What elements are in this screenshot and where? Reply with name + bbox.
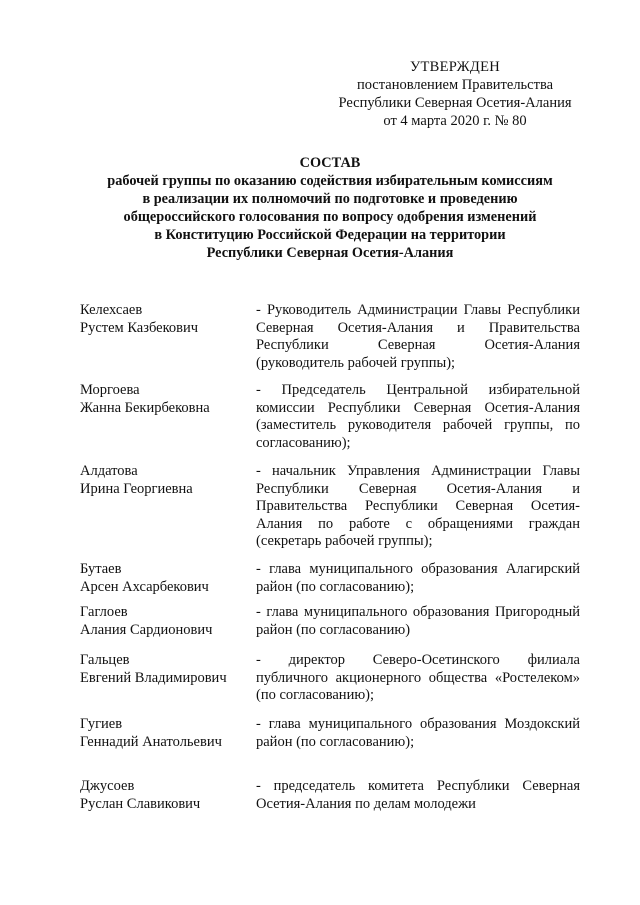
member-name <box>80 778 250 813</box>
member-name <box>80 561 250 596</box>
member-name <box>80 382 250 417</box>
approval-heading: УТВЕРЖДЕН <box>409 59 501 75</box>
approval-line: постановлением Правительства <box>356 77 554 93</box>
member-role: - Председатель Центральной избирательной комиссии Республики Северная Осетия-Алания (заместитель руководителя рабочей группы, по согласованию); <box>256 382 580 451</box>
member-surname: Алдатова <box>80 463 138 479</box>
member-given-name: Геннадий Анатольевич <box>80 733 222 750</box>
title-line: рабочей группы по оказанию содействия избирательным комиссиям <box>107 173 553 189</box>
member-given-name: Ирина Георгиевна <box>80 480 193 497</box>
member-role: - Руководитель Администрации Главы Республики Северная Осетия-Алания и Правительства Республики Северная Осетия-Алания (руководитель рабочей группы); <box>256 302 580 371</box>
document-title <box>60 154 600 262</box>
member-given-name: Жанна Бекирбековна <box>80 399 210 416</box>
member-role: - начальник Управления Администрации Главы Республики Северная Осетия-Алания и Правительства Республики Северная Осетия-Алания по работе с обращениями граждан (секретарь рабочей группы); <box>256 463 580 549</box>
title-line: в Конституцию Российской Федерации на территории <box>154 227 506 243</box>
approval-stamp <box>330 58 580 130</box>
member-surname: Бутаев <box>80 561 122 577</box>
member-surname: Гальцев <box>80 652 130 668</box>
approval-line: Республики Северная Осетия-Алания <box>338 95 572 111</box>
member-role: - директор Северо-Осетинского филиала публичного акционерного общества «Ростелеком» (по согласованию); <box>256 652 580 703</box>
member-role: - глава муниципального образования Моздокский район (по согласованию); <box>256 716 580 750</box>
member-surname: Гугиев <box>80 716 123 732</box>
member-name <box>80 302 250 337</box>
member-name <box>80 463 250 498</box>
member-name <box>80 604 250 639</box>
title-line: СОСТАВ <box>299 155 361 171</box>
member-name <box>80 716 250 751</box>
member-given-name: Рустем Казбекович <box>80 319 199 336</box>
member-given-name: Евгений Владимирович <box>80 669 227 686</box>
member-given-name: Руслан Славикович <box>80 795 201 812</box>
member-surname: Джусоев <box>80 778 135 794</box>
title-line: в реализации их полномочий по подготовке и проведению <box>142 191 518 207</box>
member-surname: Келехсаев <box>80 302 143 318</box>
member-surname: Моргоева <box>80 382 140 398</box>
title-line: общероссийского голосования по вопросу одобрения изменений <box>123 209 537 225</box>
approval-date: от 4 марта 2020 г. № 80 <box>383 113 527 129</box>
member-surname: Гаглоев <box>80 604 128 620</box>
member-name <box>80 652 250 687</box>
member-role: - глава муниципального образования Алагирский район (по согласованию); <box>256 561 580 595</box>
member-role: - глава муниципального образования Пригородный район (по согласованию) <box>256 604 580 638</box>
title-line: Республики Северная Осетия-Алания <box>206 245 454 261</box>
member-role: - председатель комитета Республики Северная Осетия-Алания по делам молодежи <box>256 778 580 812</box>
member-given-name: Арсен Ахсарбекович <box>80 578 209 595</box>
member-given-name: Алания Сардионович <box>80 621 213 638</box>
